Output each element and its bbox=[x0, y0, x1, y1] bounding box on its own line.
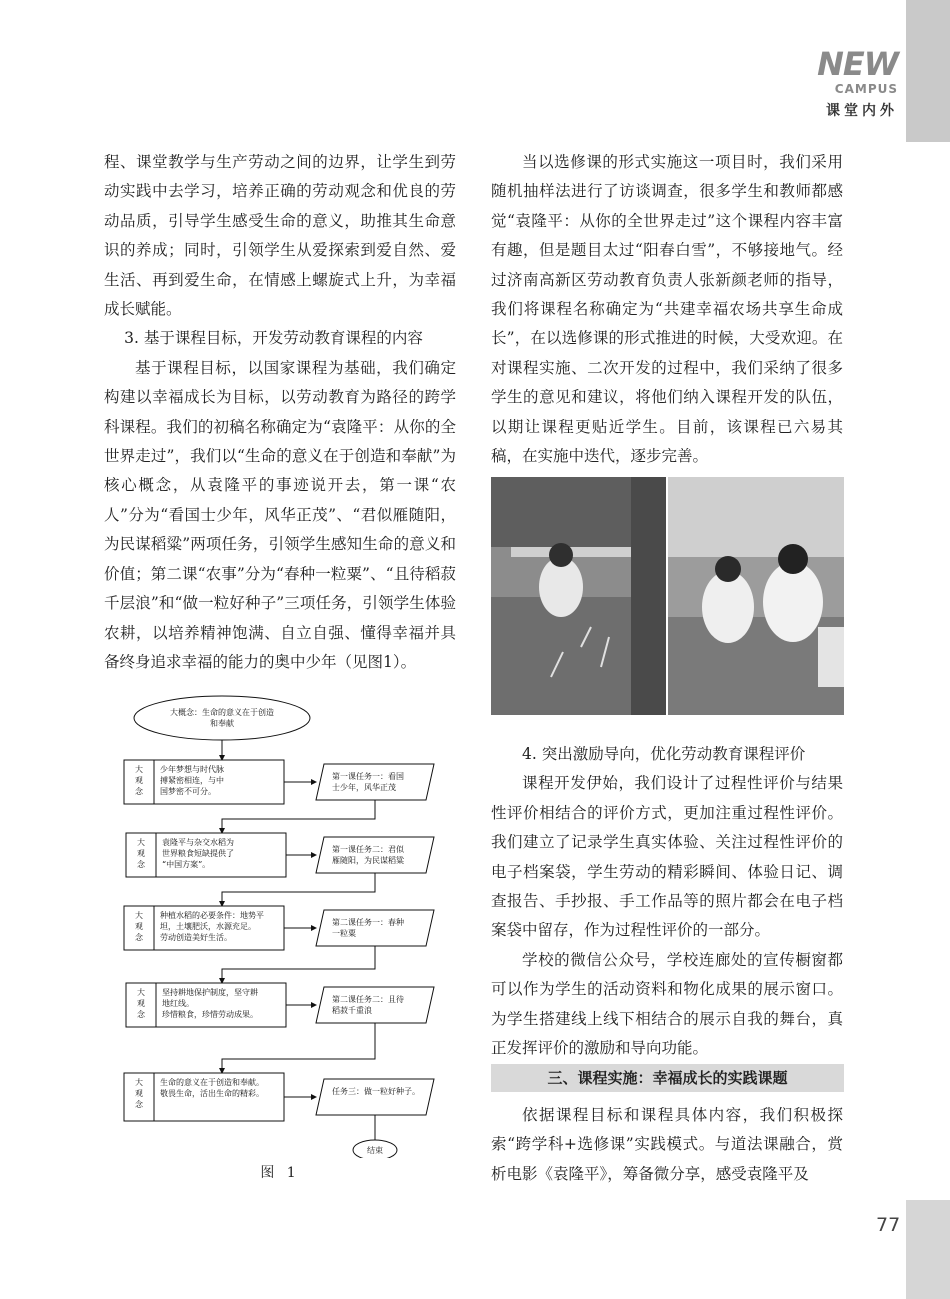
paragraph: 程、课堂教学与生产劳动之间的边界，让学生到劳动实践中去学习，培养正确的劳动观念和优良的劳动品质，引导学生感受生命的意义，助推其生命意识的养成；同时，引领学生从爱探索到爱自然、爱生活、再到爱生命，在情感上螺旋式上升，为幸福成长赋能。 bbox=[104, 153, 456, 319]
concept-text: 坦，土壤肥沃，水源充足。 bbox=[160, 922, 256, 931]
concept-text: 少年梦想与时代脉 bbox=[160, 765, 224, 774]
subheading: 3. 基于课程目标，开发劳动教育课程的内容 bbox=[124, 329, 423, 348]
section-label: 课堂内外 bbox=[826, 103, 898, 119]
start-node-label: 大概念：生命的意义在于创造 bbox=[170, 708, 274, 717]
subheading: 4. 突出激励导向，优化劳动教育课程评价 bbox=[522, 745, 806, 763]
page-number: 77 bbox=[876, 1214, 901, 1236]
flow-arrow bbox=[222, 873, 375, 906]
task-text: 第一课任务一：看国 bbox=[332, 772, 404, 781]
paragraph: 依据课程目标和课程具体内容，我们积极探索“跨学科+选修课”实践模式。与道法课融合，赏析电影《袁隆平》，筹备微分享，感受袁隆平及 bbox=[491, 1106, 843, 1183]
task-text: 第二课任务一：春种 bbox=[332, 918, 404, 927]
concept-label: 念 bbox=[137, 860, 145, 869]
paragraph: 当以选修课的形式实施这一项目时，我们采用随机抽样法进行了访谈调查，很多学生和教师都感觉“袁隆平：从你的全世界走过”这个课程内容丰富有趣，但是题目太过“阳春白雪”，不够接地气。经过济南高新区劳动教育负责人张新颜老师的指导，我们将课程名称确定为“共建幸福农场共享生命成长”，在以选修课的形式推进的时候，大受欢迎。在对课程实施、二次开发的过程中，我们采纳了很多学生的意见和建议，将他们纳入课程开发的队伍，以期让课程更贴近学生。目前，该课程已六易其稿，在实施中迭代，逐步完善。 bbox=[491, 153, 843, 466]
concept-label: 大 bbox=[135, 765, 143, 774]
paragraph: 课程开发伊始，我们设计了过程性评价与结果性评价相结合的评价方式，更加注重过程性评价。我们建立了记录学生真实体验、关注过程性评价的电子档案袋，学生劳动的精彩瞬间、体验日记、调查报告、手抄报、手工作品等的照片都会在电子档案袋中留存，作为过程性评价的一部分。 bbox=[491, 774, 843, 940]
concept-text: 劳动创造美好生活。 bbox=[160, 933, 232, 942]
start-node-label: 和奉献 bbox=[210, 719, 234, 728]
flowchart-figure bbox=[104, 688, 456, 1188]
concept-text: 敬畏生命，活出生命的精彩。 bbox=[160, 1089, 264, 1098]
concept-text: 生命的意义在于创造和奉献。 bbox=[160, 1078, 264, 1087]
concept-label: 大 bbox=[135, 1078, 143, 1087]
task-node bbox=[316, 1079, 434, 1115]
right-column-middle bbox=[491, 740, 843, 1063]
paragraph: 学校的微信公众号，学校连廊处的宣传橱窗都可以作为学生的活动资料和物化成果的展示窗口。为学生搭建线上线下相结合的展示自我的舞台，真正发挥评价的激励和导向功能。 bbox=[491, 950, 843, 1058]
task-text: 士少年，风华正茂 bbox=[332, 783, 396, 792]
figure-caption: 图 1 bbox=[260, 1165, 300, 1181]
right-column-top bbox=[491, 148, 843, 471]
concept-text: 搏紧密相连，与中 bbox=[160, 776, 224, 785]
brand-campus: CAMPUS bbox=[834, 82, 898, 96]
concept-label: 大 bbox=[135, 911, 143, 920]
photo-students-planting-right bbox=[668, 477, 844, 715]
side-tab-bottom bbox=[906, 1200, 950, 1299]
concept-text: “中国方案”。 bbox=[162, 860, 211, 869]
concept-text: 国梦密不可分。 bbox=[160, 787, 216, 796]
concept-label: 观 bbox=[135, 922, 143, 931]
flow-arrow bbox=[222, 946, 375, 983]
concept-label: 大 bbox=[137, 988, 145, 997]
right-column-bottom bbox=[491, 1101, 843, 1189]
concept-text: 袁隆平与杂交水稻为 bbox=[162, 838, 234, 847]
task-text: 稻菽千重浪 bbox=[332, 1006, 372, 1015]
left-column bbox=[104, 148, 456, 677]
flow-arrow bbox=[222, 1023, 375, 1073]
concept-label: 观 bbox=[135, 1089, 143, 1098]
task-text: 第二课任务二：且待 bbox=[332, 995, 404, 1004]
concept-text: 珍惜粮食，珍惜劳动成果。 bbox=[162, 1010, 258, 1019]
flowchart bbox=[104, 688, 456, 1158]
task-node bbox=[316, 987, 434, 1023]
section-heading: 三、课程实施：幸福成长的实践课题 bbox=[491, 1064, 844, 1092]
concept-text: 世界粮食短缺提供了 bbox=[162, 849, 234, 858]
concept-label: 念 bbox=[137, 1010, 145, 1019]
task-text: 第一课任务二：君似 bbox=[332, 845, 404, 854]
start-node bbox=[134, 696, 310, 740]
task-text: 一粒粟 bbox=[332, 929, 356, 938]
concept-label: 念 bbox=[135, 933, 143, 942]
concept-text: 地红线。 bbox=[162, 999, 194, 1008]
end-node-label: 结束 bbox=[367, 1146, 383, 1155]
photo-students-planting-left bbox=[491, 477, 666, 715]
concept-label: 观 bbox=[135, 776, 143, 785]
concept-label: 观 bbox=[137, 999, 145, 1008]
task-node bbox=[316, 837, 434, 873]
task-node bbox=[316, 764, 434, 800]
concept-label: 念 bbox=[135, 787, 143, 796]
task-text: 任务三：做一粒好种子。 bbox=[332, 1087, 420, 1096]
concept-label: 大 bbox=[137, 838, 145, 847]
concept-label: 念 bbox=[135, 1100, 143, 1109]
side-tab bbox=[906, 0, 950, 142]
task-node bbox=[316, 910, 434, 946]
concept-label: 观 bbox=[137, 849, 145, 858]
concept-text: 坚持耕地保护制度，坚守耕 bbox=[162, 988, 258, 997]
flow-arrow bbox=[222, 800, 375, 833]
task-text: 雁随阳，为民谋稻粱 bbox=[332, 856, 404, 865]
brand-new: NEW bbox=[817, 45, 898, 83]
paragraph: 基于课程目标，以国家课程为基础，我们确定构建以幸福成长为目标，以劳动教育为路径的跨学科课程。我们的初稿名称确定为“袁隆平：从你的全世界走过”，我们以“生命的意义在于创造和奉献”为核心概念，从袁隆平的事迹说开去，第一课“农人”分为“看国士少年，风华正茂”、“君似雁随阳，为民谋稻粱”两项任务，引领学生感知生命的意义和价值；第二课“农事”分为“春种一粒粟”、“且待稻菽千层浪”和“做一粒好种子”三项任务，引领学生体验农耕，以培养精神饱满、自立自强、懂得幸福并具备终身追求幸福的能力的奥中少年（见图1）。 bbox=[104, 358, 456, 671]
concept-text: 种植水稻的必要条件：地势平 bbox=[160, 911, 264, 920]
